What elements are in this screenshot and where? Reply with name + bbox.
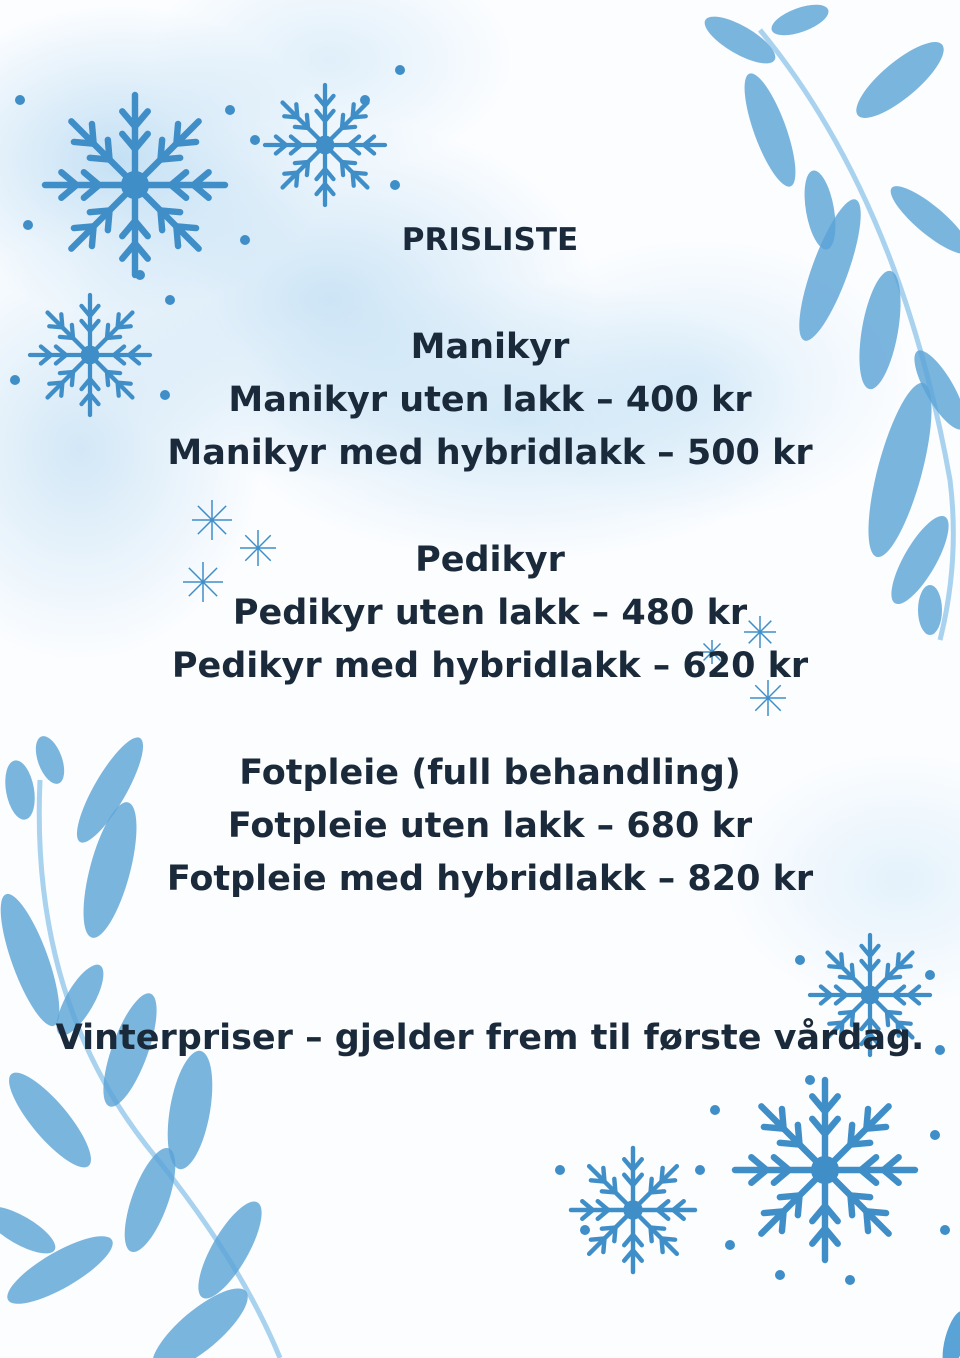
snow-dot (250, 135, 260, 145)
snow-dot (925, 970, 935, 980)
snow-dot (135, 270, 145, 280)
snow-dot (725, 1240, 735, 1250)
snow-dot (775, 1270, 785, 1280)
leaf-icon (0, 1198, 62, 1262)
page-title: PRISLISTE (401, 222, 579, 258)
snow-dot (165, 295, 175, 305)
sparkle-icon (192, 500, 232, 540)
snow-dot (795, 955, 805, 965)
leaf-icon (938, 1308, 960, 1358)
leaf-icon (768, 0, 833, 42)
section-heading-fotpleie: Fotpleie (full behandling) (239, 753, 741, 793)
snow-dot (940, 1225, 950, 1235)
snow-dot (930, 1130, 940, 1140)
price-item: Manikyr uten lakk – 400 kr (228, 380, 752, 420)
snow-dot (360, 95, 370, 105)
price-item: Pedikyr uten lakk – 480 kr (232, 593, 748, 633)
snow-dot (710, 1105, 720, 1115)
section-heading-pedikyr: Pedikyr (415, 540, 565, 580)
price-item: Manikyr med hybridlakk – 500 kr (167, 433, 813, 473)
snow-dot (225, 105, 235, 115)
footer-note: Vinterpriser – gjelder frem til første vårdag. (55, 1018, 925, 1058)
price-item: Fotpleie uten lakk – 680 kr (227, 806, 753, 846)
snow-dot (805, 1075, 815, 1085)
snow-dot (395, 65, 405, 75)
snowflake-icon (735, 1080, 915, 1260)
leaf-icon (734, 68, 805, 192)
snow-dot (695, 1165, 705, 1175)
snowflake-icon (571, 1148, 695, 1272)
snow-dot (390, 180, 400, 190)
snow-dot (580, 1225, 590, 1235)
price-item: Fotpleie med hybridlakk – 820 kr (166, 859, 814, 899)
leaf-icon (187, 1193, 273, 1306)
snow-dot (845, 1275, 855, 1285)
price-item: Pedikyr med hybridlakk – 620 kr (171, 646, 809, 686)
leaf-icon (846, 31, 953, 129)
snow-dot (15, 95, 25, 105)
section-heading-manikyr: Manikyr (410, 327, 570, 367)
snow-dot (555, 1165, 565, 1175)
leaf-icon (0, 1062, 102, 1177)
